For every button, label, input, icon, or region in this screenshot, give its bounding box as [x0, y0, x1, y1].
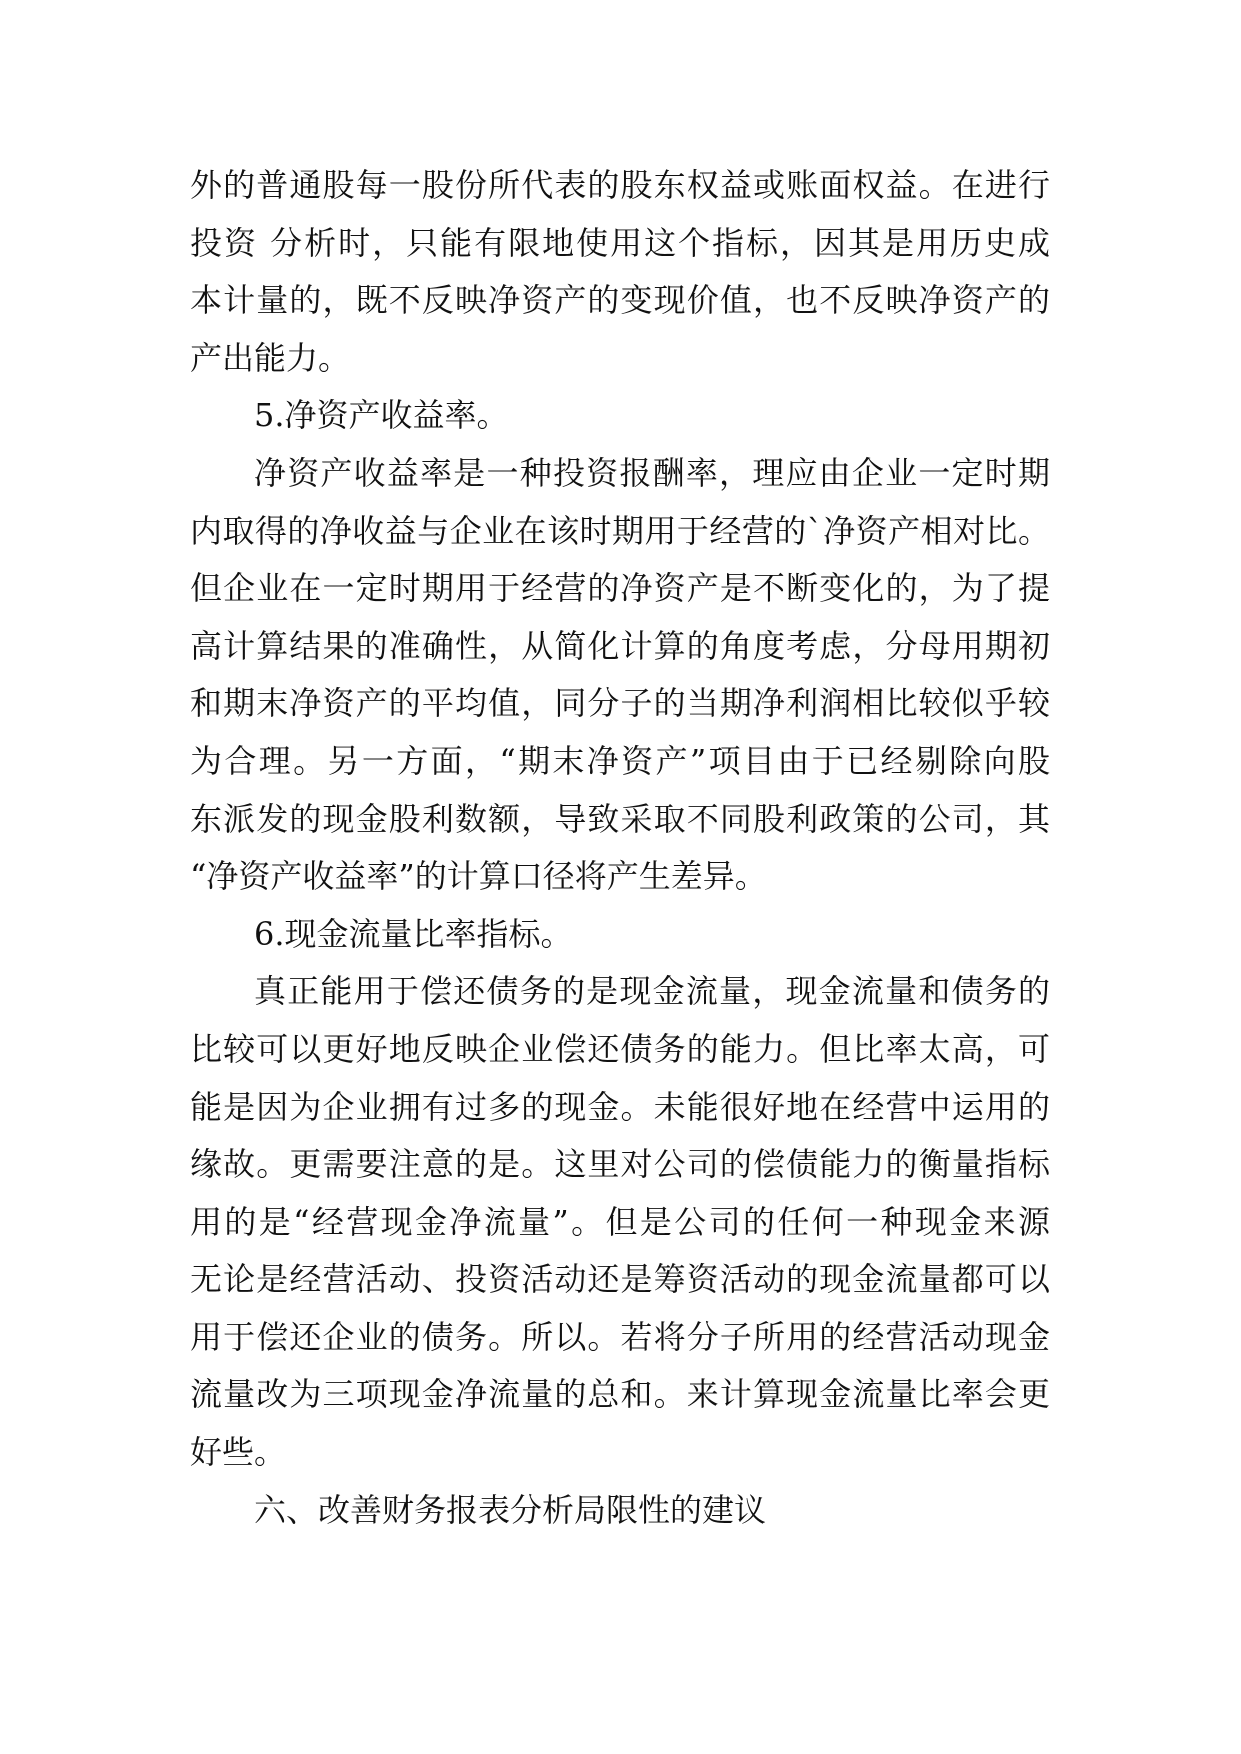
text-line: 本计量的，既不反映净资产的变现价值，也不反映净资产的 — [190, 281, 1050, 320]
text-line: 流量改为三项现金净流量的总和。来计算现金流量比率会更 — [190, 1375, 1050, 1414]
section-heading: 5.净资产收益率。 — [254, 396, 509, 435]
text-line: 内取得的净收益与企业在该时期用于经营的`净资产相对比。 — [190, 511, 1050, 550]
document-body — [190, 157, 1050, 1539]
text-line: 高计算结果的准确性，从简化计算的角度考虑，分母用期初 — [190, 626, 1050, 665]
text-line: 无论是经营活动、投资活动还是筹资活动的现金流量都可以 — [190, 1260, 1050, 1299]
text-line: 产出能力。 — [190, 338, 351, 377]
text-line: 净资产收益率是一种投资报酬率，理应由企业一定时期 — [254, 453, 1050, 492]
text-line: 投资 分析时，只能有限地使用这个指标，因其是用历史成 — [190, 223, 1050, 262]
text-line: 用于偿还企业的债务。所以。若将分子所用的经营活动现金 — [190, 1317, 1050, 1356]
text-line: 缘故。更需要注意的是。这里对公司的偿债能力的衡量指标 — [190, 1145, 1050, 1184]
section-heading: 6.现金流量比率指标。 — [254, 914, 573, 953]
text-line: 但企业在一定时期用于经营的净资产是不断变化的，为了提 — [190, 569, 1050, 608]
text-line: “净资产收益率”的计算口径将产生差异。 — [190, 857, 767, 896]
text-line: 好些。 — [190, 1433, 287, 1472]
text-line: 为合理。另一方面，“期末净资产”项目由于已经剔除向股 — [190, 741, 1050, 780]
text-line: 和期末净资产的平均值，同分子的当期净利润相比较似乎较 — [190, 684, 1050, 723]
chapter-heading: 六、改善财务报表分析局限性的建议 — [254, 1490, 767, 1529]
text-line: 比较可以更好地反映企业偿还债务的能力。但比率太高，可 — [190, 1029, 1050, 1068]
text-line: 能是因为企业拥有过多的现金。未能很好地在经营中运用的 — [190, 1087, 1050, 1126]
text-line: 外的普通股每一股份所代表的股东权益或账面权益。在进行 — [190, 166, 1050, 204]
text-line: 真正能用于偿还债务的是现金流量，现金流量和债务的 — [254, 972, 1050, 1011]
text-line: 用的是“经营现金净流量”。但是公司的任何一种现金来源 — [190, 1202, 1050, 1241]
text-line: 东派发的现金股利数额，导致采取不同股利政策的公司，其 — [190, 799, 1050, 838]
